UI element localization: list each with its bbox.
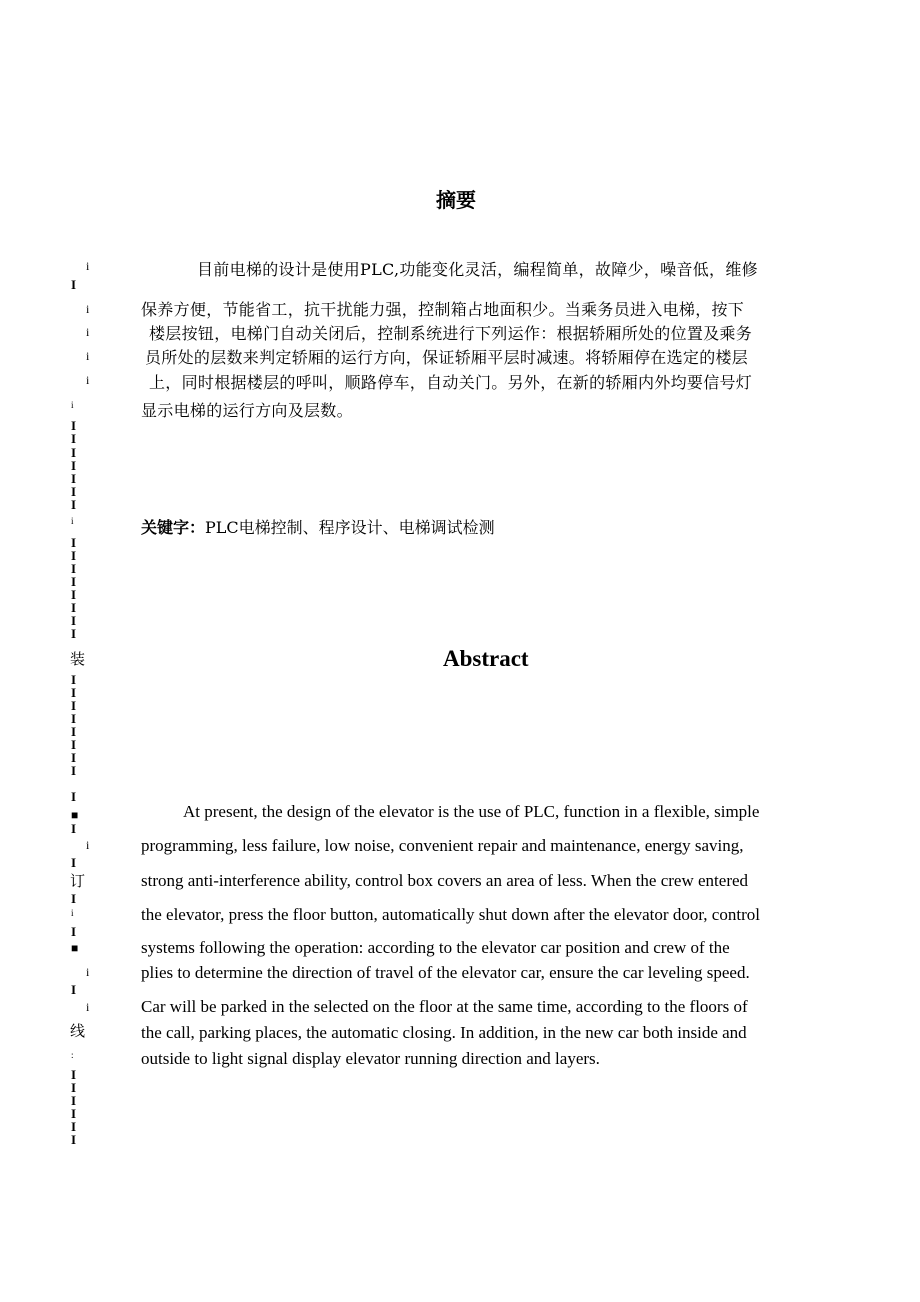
binding-mark: I xyxy=(71,1106,77,1121)
binding-mark: I xyxy=(71,789,77,804)
binding-mark: I xyxy=(71,484,77,499)
binding-mark: I xyxy=(71,1119,77,1134)
binding-mark: I xyxy=(71,277,77,292)
binding-mark: I xyxy=(71,1093,77,1108)
binding-mark: i xyxy=(86,965,90,979)
binding-mark: 订 xyxy=(70,872,86,890)
binding-mark: I xyxy=(71,600,77,615)
binding-mark: I xyxy=(71,445,77,460)
binding-mark: i xyxy=(71,516,74,526)
binding-mark: I xyxy=(71,698,77,713)
zh-abstract-line: 上，同时根据楼层的呼叫，顺路停车，自动关门。另外，在新的轿厢内外均要信号灯 xyxy=(149,373,753,392)
keywords xyxy=(141,515,495,538)
binding-mark: I xyxy=(71,458,77,473)
zh-abstract-line: 保养方便，节能省工，抗干扰能力强，控制箱占地面积少。当乘务员进入电梯，按下 xyxy=(141,300,745,319)
binding-mark: i xyxy=(86,1000,90,1014)
binding-mark: I xyxy=(71,626,77,641)
binding-mark: I xyxy=(71,750,77,765)
binding-mark: I xyxy=(71,982,77,997)
en-abstract-line: At present, the design of the elevator is the use of PLC, function in a flexible, simple xyxy=(183,802,760,821)
zh-abstract-line: 楼层按钮，电梯门自动关闭后，控制系统进行下列运作：根据轿厢所处的位置及乘务 xyxy=(149,324,753,343)
binding-mark: I xyxy=(71,763,77,778)
zh-abstract-title: 摘要 xyxy=(436,188,476,212)
zh-abstract-line: 显示电梯的运行方向及层数。 xyxy=(141,401,353,420)
en-abstract-line: programming, less failure, low noise, convenient repair and maintenance, energy saving, xyxy=(141,836,744,855)
binding-mark: i xyxy=(86,373,90,387)
keywords-label: 关键字： xyxy=(141,518,206,537)
binding-mark: i xyxy=(71,908,74,918)
binding-mark: I xyxy=(71,821,77,836)
binding-mark: I xyxy=(71,561,77,576)
binding-mark: I xyxy=(71,1080,77,1095)
binding-mark: I xyxy=(71,613,77,628)
zh-abstract-line: 目前电梯的设计是使用PLC,功能变化灵活，编程简单，故障少，噪音低，维修 xyxy=(197,260,758,279)
en-abstract-line: Car will be parked in the selected on the floor at the same time, according to the floors of xyxy=(141,997,748,1016)
binding-mark: I xyxy=(71,587,77,602)
binding-mark: : xyxy=(71,1050,74,1060)
binding-mark: I xyxy=(71,1132,77,1147)
binding-mark: i xyxy=(86,302,90,316)
en-abstract-line: systems following the operation: according to the elevator car position and crew of the xyxy=(141,938,730,957)
binding-mark: I xyxy=(71,855,77,870)
binding-mark: ■ xyxy=(71,941,79,955)
binding-mark: I xyxy=(71,724,77,739)
binding-mark: I xyxy=(71,548,77,563)
binding-mark: I xyxy=(71,471,77,486)
keywords-text: PLC电梯控制、程序设计、电梯调试检测 xyxy=(205,518,495,537)
binding-mark: i xyxy=(86,259,90,273)
binding-mark: I xyxy=(71,924,77,939)
binding-mark: I xyxy=(71,685,77,700)
binding-mark: I xyxy=(71,431,77,446)
binding-mark: i xyxy=(71,400,74,410)
binding-mark: 线 xyxy=(70,1022,86,1040)
zh-abstract-line: 员所处的层数来判定轿厢的运行方向，保证轿厢平层时减速。将轿厢停在选定的楼层 xyxy=(145,348,749,367)
en-abstract-line: plies to determine the direction of travel of the elevator car, ensure the car leveling speed. xyxy=(141,963,750,982)
binding-mark: I xyxy=(71,418,77,433)
binding-mark: I xyxy=(71,891,77,906)
binding-mark: I xyxy=(71,535,77,550)
binding-mark: i xyxy=(86,349,90,363)
en-abstract-title: Abstract xyxy=(443,646,529,671)
en-abstract-line: outside to light signal display elevator running direction and layers. xyxy=(141,1049,600,1068)
en-abstract-line: the call, parking places, the automatic closing. In addition, in the new car both inside and xyxy=(141,1023,747,1042)
binding-mark: I xyxy=(71,737,77,752)
binding-mark: I xyxy=(71,574,77,589)
binding-mark: i xyxy=(86,325,90,339)
en-abstract-line: the elevator, press the floor button, automatically shut down after the elevator door, control xyxy=(141,905,760,924)
binding-mark: I xyxy=(71,672,77,687)
binding-mark: i xyxy=(86,838,90,852)
binding-mark: ■ xyxy=(71,808,79,822)
binding-mark: 装 xyxy=(70,650,86,668)
binding-mark: I xyxy=(71,711,77,726)
binding-mark: I xyxy=(71,1067,77,1082)
en-abstract-line: strong anti-interference ability, control box covers an area of less. When the crew entered xyxy=(141,871,749,890)
binding-mark: I xyxy=(71,497,77,512)
